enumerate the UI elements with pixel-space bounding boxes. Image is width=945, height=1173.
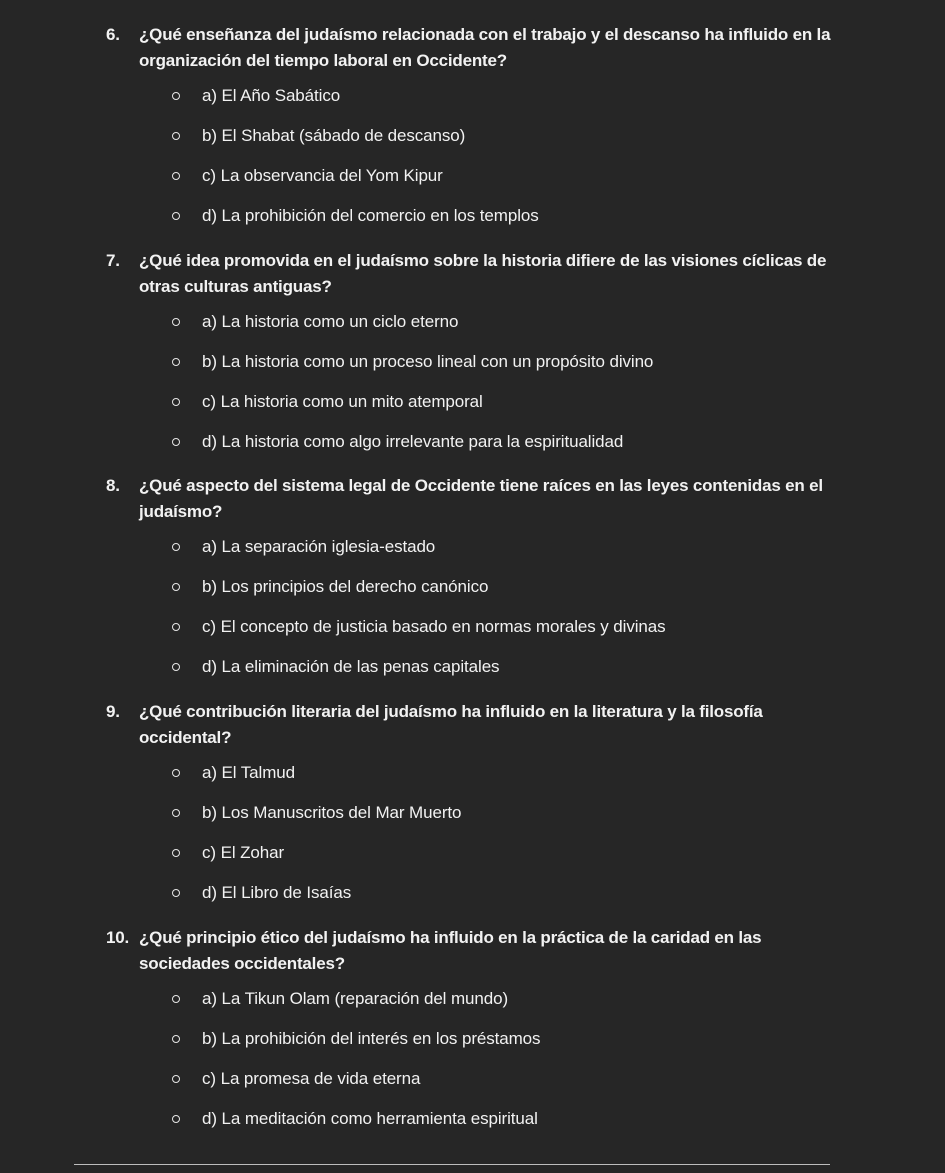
option-text: b) Los principios del derecho canónico — [202, 577, 489, 596]
list-item[interactable] — [106, 302, 846, 342]
option-text: b) Los Manuscritos del Mar Muerto — [202, 803, 462, 822]
question-number: 6. — [106, 25, 120, 44]
hollow-bullet-icon — [172, 995, 180, 1003]
hollow-bullet-icon — [172, 1075, 180, 1083]
option-text: b) El Shabat (sábado de descanso) — [202, 126, 466, 145]
option-list — [106, 753, 846, 913]
question-number: 10. — [106, 928, 130, 947]
list-item[interactable] — [106, 1019, 846, 1059]
list-item[interactable] — [106, 753, 846, 793]
option-text: c) El concepto de justicia basado en normas morales y divinas — [202, 617, 666, 636]
list-item[interactable] — [106, 76, 846, 116]
hollow-bullet-icon — [172, 889, 180, 897]
list-item[interactable] — [106, 156, 846, 196]
option-text: a) La separación iglesia-estado — [202, 537, 436, 556]
list-item[interactable] — [106, 1099, 846, 1139]
hollow-bullet-icon — [172, 543, 180, 551]
option-list — [106, 76, 846, 236]
list-item[interactable] — [106, 527, 846, 567]
option-text: c) La observancia del Yom Kipur — [202, 166, 443, 185]
hollow-bullet-icon — [172, 438, 180, 446]
hollow-bullet-icon — [172, 212, 180, 220]
option-text: d) La meditación como herramienta espiritual — [202, 1109, 538, 1128]
list-item[interactable] — [106, 647, 846, 687]
option-text: d) La eliminación de las penas capitales — [202, 657, 500, 676]
page-divider — [74, 1164, 830, 1165]
hollow-bullet-icon — [172, 172, 180, 180]
question-10 — [106, 925, 846, 1139]
list-item[interactable] — [106, 607, 846, 647]
hollow-bullet-icon — [172, 358, 180, 366]
list-item[interactable] — [106, 833, 846, 873]
hollow-bullet-icon — [172, 769, 180, 777]
question-text[interactable]: ¿Qué contribución literaria del judaísmo ha influido en la literatura y la filosofía occidental? — [139, 702, 763, 747]
option-list — [106, 302, 846, 462]
option-list — [106, 979, 846, 1139]
list-item[interactable] — [106, 422, 846, 462]
option-text: a) El Talmud — [202, 763, 295, 782]
list-item[interactable] — [106, 567, 846, 607]
hollow-bullet-icon — [172, 132, 180, 140]
option-text: d) La prohibición del comercio en los templos — [202, 206, 539, 225]
hollow-bullet-icon — [172, 583, 180, 591]
list-item[interactable] — [106, 793, 846, 833]
question-9 — [106, 699, 846, 913]
hollow-bullet-icon — [172, 398, 180, 406]
hollow-bullet-icon — [172, 849, 180, 857]
question-number: 9. — [106, 702, 120, 721]
hollow-bullet-icon — [172, 1035, 180, 1043]
list-item[interactable] — [106, 979, 846, 1019]
option-text: d) El Libro de Isaías — [202, 883, 352, 902]
option-text: d) La historia como algo irrelevante para la espiritualidad — [202, 432, 624, 451]
option-text: c) El Zohar — [202, 843, 285, 862]
question-number: 8. — [106, 476, 120, 495]
question-7 — [106, 248, 846, 462]
option-text: a) El Año Sabático — [202, 86, 341, 105]
option-text: b) La prohibición del interés en los préstamos — [202, 1029, 541, 1048]
list-item[interactable] — [106, 116, 846, 156]
hollow-bullet-icon — [172, 663, 180, 671]
option-list — [106, 527, 846, 687]
hollow-bullet-icon — [172, 623, 180, 631]
list-item[interactable] — [106, 873, 846, 913]
hollow-bullet-icon — [172, 1115, 180, 1123]
option-text: c) La promesa de vida eterna — [202, 1069, 421, 1088]
question-text[interactable]: ¿Qué principio ético del judaísmo ha influido en la práctica de la caridad en las sociedades occidentales? — [139, 928, 762, 973]
option-text: c) La historia como un mito atemporal — [202, 392, 483, 411]
option-text: b) La historia como un proceso lineal con un propósito divino — [202, 352, 654, 371]
option-text: a) La historia como un ciclo eterno — [202, 312, 459, 331]
question-number: 7. — [106, 251, 120, 270]
question-text[interactable]: ¿Qué enseñanza del judaísmo relacionada con el trabajo y el descanso ha influido en la organización del tiempo laboral en Occidente? — [139, 25, 831, 70]
list-item[interactable] — [106, 382, 846, 422]
question-6 — [106, 22, 846, 236]
list-item[interactable] — [106, 196, 846, 236]
question-text[interactable]: ¿Qué idea promovida en el judaísmo sobre la historia difiere de las visiones cíclicas de otras culturas antiguas? — [139, 251, 827, 296]
hollow-bullet-icon — [172, 809, 180, 817]
question-8 — [106, 473, 846, 687]
list-item[interactable] — [106, 1059, 846, 1099]
question-text[interactable]: ¿Qué aspecto del sistema legal de Occidente tiene raíces en las leyes contenidas en el judaísmo? — [139, 476, 823, 521]
list-item[interactable] — [106, 342, 846, 382]
option-text: a) La Tikun Olam (reparación del mundo) — [202, 989, 509, 1008]
hollow-bullet-icon — [172, 318, 180, 326]
hollow-bullet-icon — [172, 92, 180, 100]
